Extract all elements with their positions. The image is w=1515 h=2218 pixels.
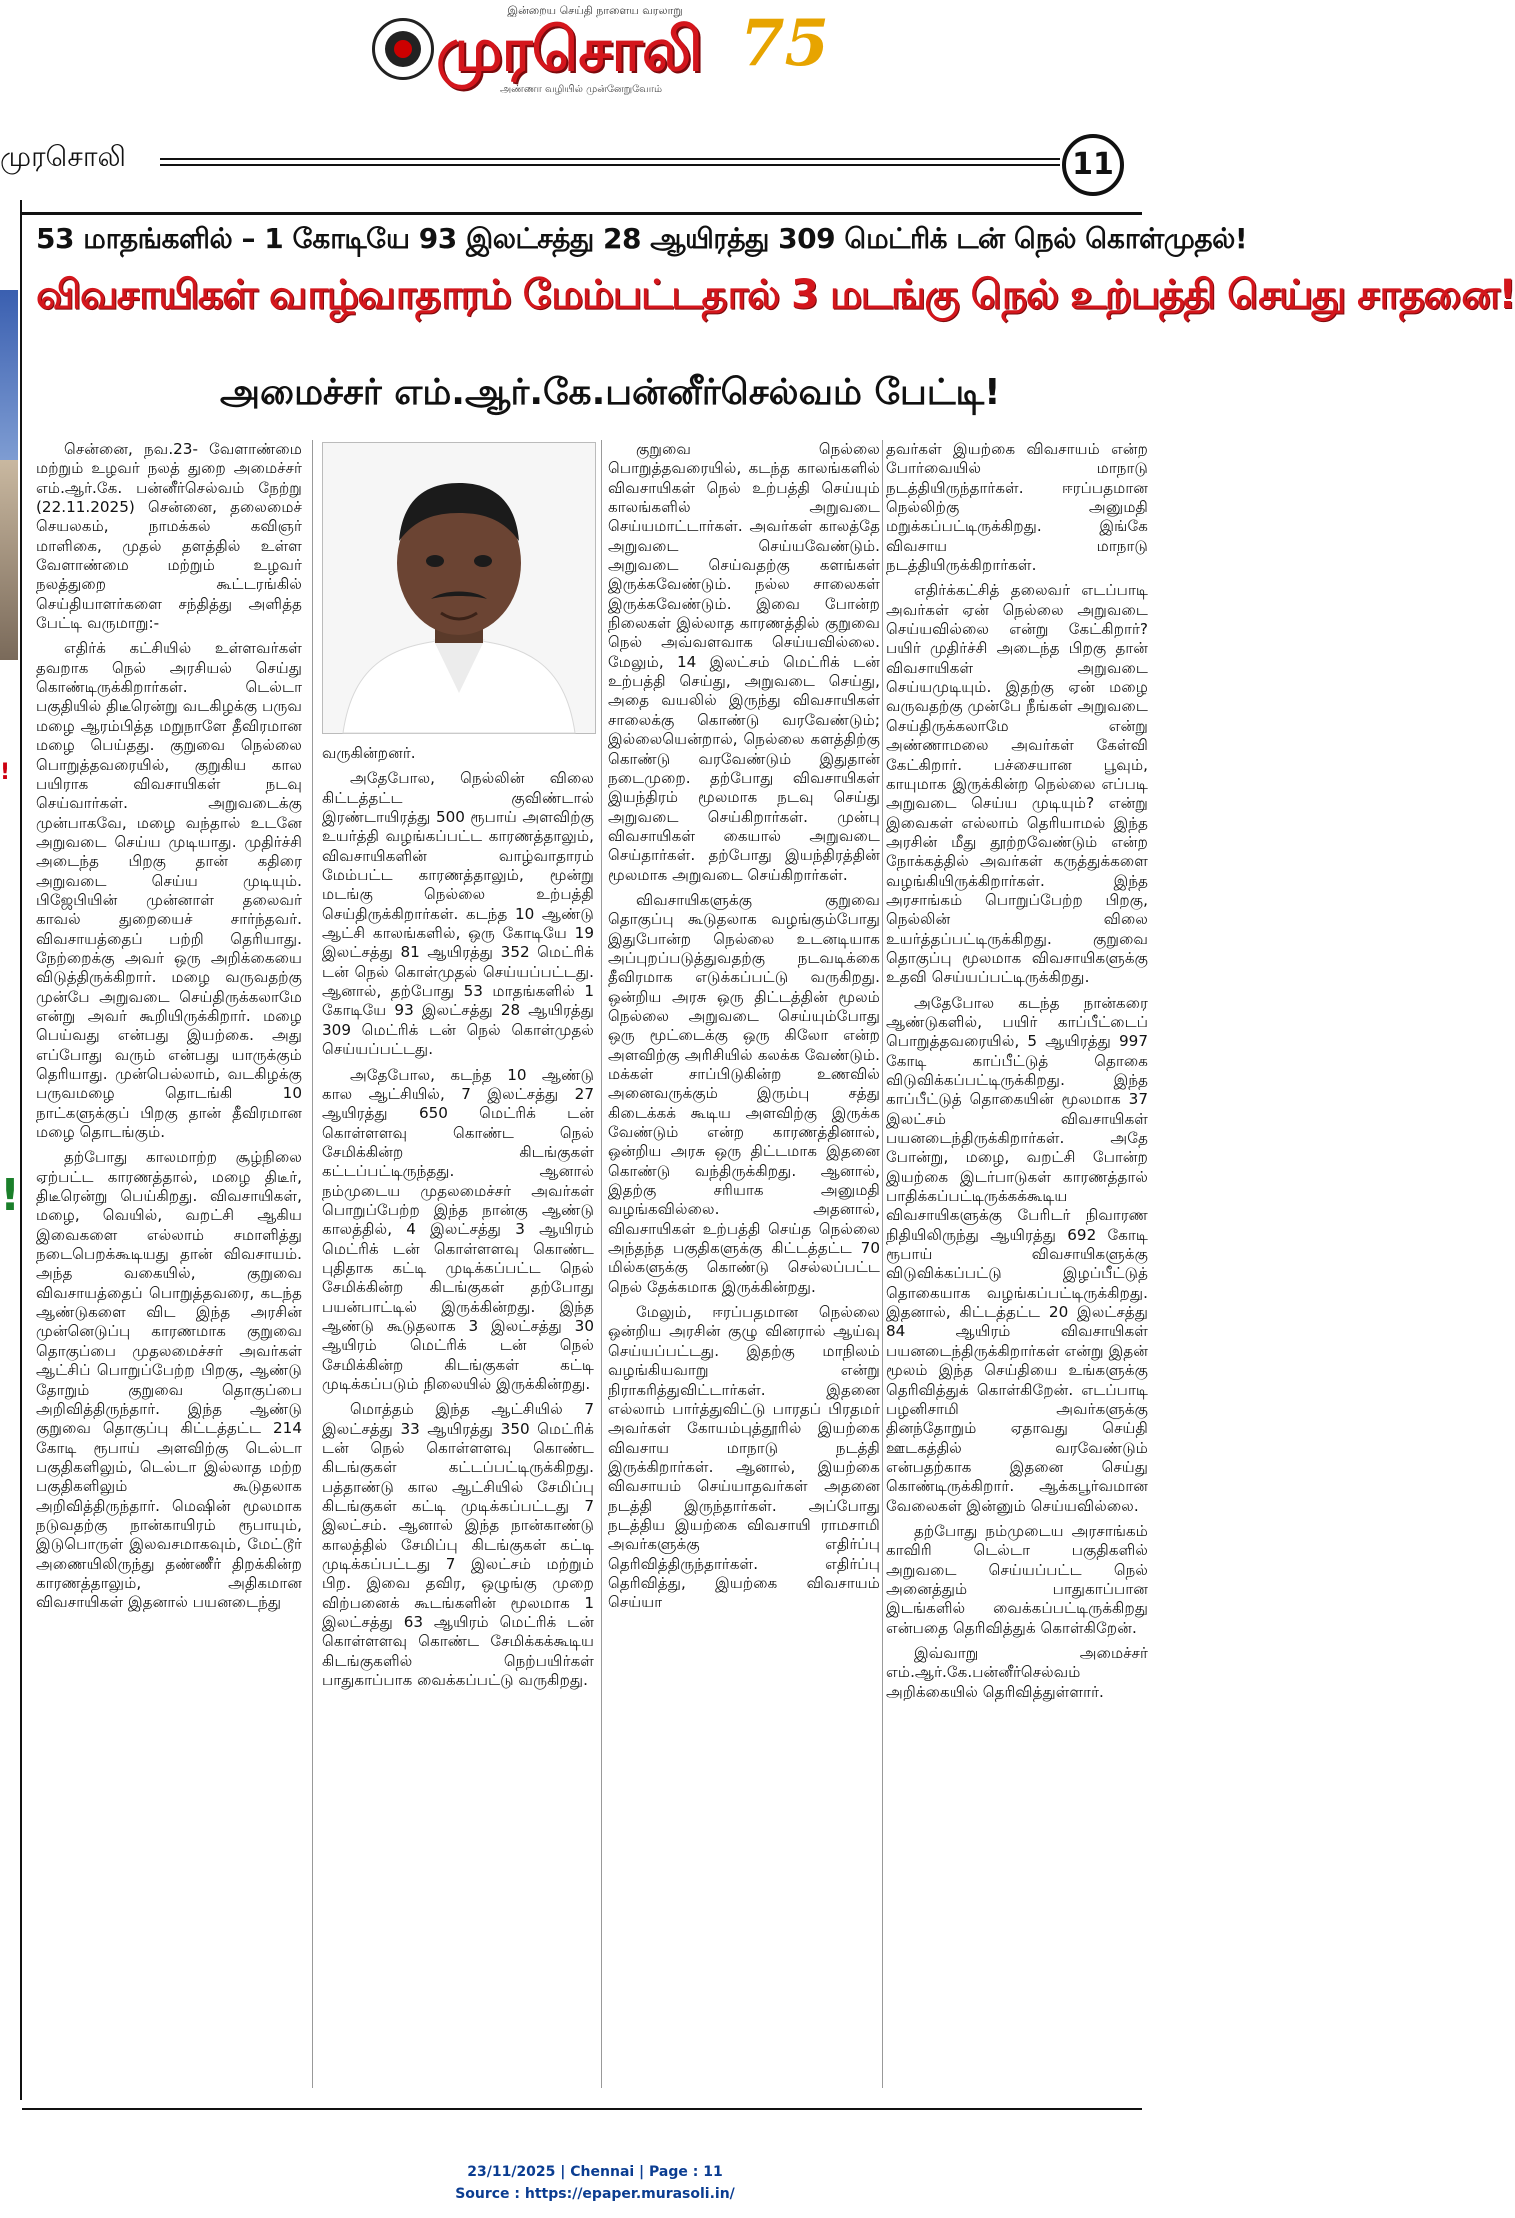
column-rule	[601, 440, 602, 2088]
article-column-1	[36, 440, 302, 2088]
footer-date-line: 23/11/2025 | Chennai | Page : 11	[467, 2164, 723, 2180]
paragraph: தற்போது நம்முடைய அரசாங்கம் காவிரி டெல்டா பகுதிகளில் அறுவடை செய்யப்பட்ட நெல் அனைத்தும் பாதுகாப்பான இடங்களில் வைக்கப்பட்டிருக்கிறது என்பதை தெரிவித்துக் கொள்கிறேன்.	[886, 1521, 1148, 1637]
paragraph: வருகின்றனர்.	[322, 744, 416, 762]
header-rule	[160, 164, 1060, 166]
article-headline: விவசாயிகள் வாழ்வாதாரம் மேம்பட்டதால் 3 மடங்கு நெல் உற்பத்தி செய்து சாதனை!	[36, 272, 1515, 318]
article-column-4	[886, 440, 1148, 2088]
paragraph: மேலும், ஈரப்பதமான நெல்லை ஒன்றிய அரசின் குழு வினரால் ஆய்வு செய்யப்பட்டது. இதற்கு மாநிலம் வழங்கியவாறு என்று நிராகரித்துவிட்டார்கள். இதனை எல்லாம் பார்த்துவிட்டு பாரதப் பிரதமர் அவர்கள் கோயம்புத்தூரில் இயற்கை விவசாய மாநாடு நடத்தி இருக்கிறார்கள். ஆனால், இயற்கை விவசாயம் செய்யாதவர்கள் அதனை நடத்தி இருந்தார்கள். அப்போது நடத்திய இயற்கை விவசாயி ராமசாமி அவர்களுக்கு எதிர்ப்பு தெரிவித்திருந்தார்கள். எதிர்ப்பு தெரிவித்து, இயற்கை விவசாயம் செய்யா	[608, 1303, 880, 1612]
column-rule	[882, 440, 883, 2088]
minister-photo	[322, 442, 596, 734]
article-subheadline: அமைச்சர் எம்.ஆர்.கே.பன்னீர்செல்வம் பேட்டி!	[220, 372, 1001, 413]
paragraph: சென்னை, நவ.23- வேளாண்மை மற்றும் உழவர் நலத் துறை அமைச்சர் எம்.ஆர்.கே. பன்னீர்செல்வம் நேற்று (22.11.2025) சென்னை, தலைமைச் செயலகம், நாமக்கல் கவிஞர் மாளிகை, முதல் தளத்தில் உள்ள வேளாண்மை மற்றும் உழவர் நலத்துறை கூட்டரங்கில் செய்தியாளர்களை சந்தித்து அளித்த பேட்டி வருமாறு:-	[36, 440, 302, 633]
bottom-rule	[22, 2108, 1142, 2110]
article-kicker: 53 மாதங்களில் – 1 கோடியே 93 இலட்சத்து 28 ஆயிரத்து 309 மெட்ரிக் டன் நெல் கொள்முதல்!	[36, 222, 1248, 255]
paragraph: அதேபோல, நெல்லின் விலை கிட்டத்தட்ட குவிண்டால் இரண்டாயிரத்து 500 ரூபாய் அளவிற்கு உயர்த்தி வழங்கப்பட்ட காரணத்தாலும், விவசாயிகளின் வாழ்வாதாரம் மேம்பட்ட காரணத்தாலும், மூன்று மடங்கு நெல்லை உற்பத்தி செய்திருக்கிறார்கள். கடந்த 10 ஆண்டு ஆட்சி காலங்களில், ஒரு கோடியே 19 இலட்சத்து 81 ஆயிரத்து 352 மெட்ரிக் டன் நெல் கொள்முதல் செய்யப்பட்டது. ஆனால், தற்போது 53 மாதங்களில் 1 கோடியே 93 இலட்சத்து 28 ஆயிரத்து 309 மெட்ரிக் டன் நெல் கொள்முதல் செய்யப்பட்டது.	[322, 769, 594, 1059]
paragraph: அதேபோல, கடந்த 10 ஆண்டு கால ஆட்சியில், 7 இலட்சத்து 27 ஆயிரத்து 650 மெட்ரிக் டன் கொள்ளளவு கொண்ட நெல் சேமிக்கின்ற கிடங்குகள் கட்டப்பட்டிருந்தது. ஆனால் நம்முடைய முதலமைச்சர் அவர்கள் பொறுப்பேற்ற இந்த நான்கு ஆண்டு காலத்தில், 4 இலட்சத்து 3 ஆயிரம் மெட்ரிக் டன் கொள்ளளவு கொண்ட புதிதாக கட்டி முடிக்கப்பட்ட நெல் சேமிக்கின்ற கிடங்குகள் தற்போது பயன்பாட்டில் இருக்கின்றது. இந்த ஆண்டு கூடுதலாக 3 இலட்சத்து 30 ஆயிரம் மெட்ரிக் டன் நெல் சேமிக்கின்ற கிடங்குகள் கட்டி முடிக்கப்படும் நிலையில் இருக்கின்றது.	[322, 1065, 594, 1393]
paragraph: எதிர்க் கட்சியில் உள்ளவர்கள் தவறாக நெல் அரசியல் செய்து கொண்டிருக்கிறார்கள். டெல்டா பகுதியில் திடீரென்று வடகிழக்கு பருவ மழை ஆரம்பித்த மறுநாளே தீவிரமான மழை பெய்தது. குறுவை நெல்லை பொறுத்தவரையில், குறுகிய கால பயிராக விவசாயிகள் நடவு செய்வார்கள். அறுவடைக்கு முன்பாகவே, மழை வந்தால் உடனே அறுவடை செய்ய முடியாது. முதிர்ச்சி அடைந்த பிறகு தான் கதிரை அறுவடை செய்ய முடியும். பிஜேபியின் முன்னாள் தலைவர் காவல் துறையைச் சார்ந்தவர். விவசாயத்தைப் பற்றி தெரியாது. நேற்றைக்கு அவர் ஒரு அறிக்கையை விடுத்திருக்கிறார். மழை வருவதற்கு முன்பே அறுவடை செய்திருக்கலாமே என்று அவர் கூறியிருக்கிறார். மழை பெய்வது என்பது இயற்கை. அது எப்போது வரும் என்பது யாருக்கும் தெரியாது. முன்பெல்லாம், வடகிழக்கு பருவமழை தொடங்கி 10 நாட்களுக்குப் பிறகு தான் தீவிரமான மழை தொடங்கும்.	[36, 639, 302, 1142]
paragraph: எதிர்க்கட்சித் தலைவர் எடப்பாடி அவர்கள் ஏன் நெல்லை அறுவடை செய்யவில்லை என்று கேட்கிறார்? பயிர் முதிர்ச்சி அடைந்த பிறகு தான் விவசாயிகள் அறுவடை செய்யமுடியும். இதற்கு ஏன் மழை வருவதற்கு முன்பே நீங்கள் அறுவடை செய்திருக்கலாமே என்று அண்ணாமலை அவர்கள் கேள்வி கேட்கிறார். பச்சையான பூவும், காயுமாக இருக்கின்ற நெல்லை எப்படி அறுவடை செய்ய முடியும்? என்று இவைகள் எல்லாம் தெரியாமல் இந்த அரசின் மீது தூற்றவேண்டும் என்ற நோக்கத்தில் அவர்கள் கருத்துக்களை வழங்கியிருக்கிறார்கள். இந்த அரசாங்கம் பொறுப்பேற்ற பிறகு, நெல்லின் விலை உயர்த்தப்பட்டிருக்கிறது. குறுவை தொகுப்பு மூலமாக விவசாயிகளுக்கு உதவி செய்யப்பட்டிருக்கிறது.	[886, 581, 1148, 987]
masthead-tagline: இன்றைய செய்தி நாளைய வரலாறு	[507, 4, 683, 17]
paragraph: இவ்வாறு அமைச்சர் எம்.ஆர்.கே.பன்னீர்செல்வம் அறிக்கையில் தெரிவித்துள்ளார்.	[886, 1643, 1148, 1701]
header-rule	[160, 158, 1060, 160]
page-number-badge: 11	[1062, 134, 1124, 196]
column-rule	[312, 440, 313, 2088]
logo-subtitle: அண்ணா வழியில் முன்னேறுவோம்	[500, 84, 663, 95]
paragraph: குறுவை நெல்லை பொறுத்தவரையில், கடந்த காலங்களில் விவசாயிகள் நெல் உற்பத்தி செய்யும் காலங்களில் அறுவடை செய்யமாட்டார்கள். அவர்கள் காலத்தே அறுவடை செய்யவேண்டும். அறுவடை செய்வதற்கு களங்கள் இருக்கவேண்டும். நல்ல சாலைகள் இருக்கவேண்டும். இவை போன்ற நிலைகள் இல்லாத காரணத்தில் குறுவை நெல் அவ்வளவாக செய்யவில்லை. மேலும், 14 இலட்சம் மெட்ரிக் டன் உற்பத்தி செய்து, அறுவடை செய்து, அதை வயலில் இருந்து விவசாயிகள் சாலைக்கு கொண்டு வரவேண்டும்; இல்லையென்றால், நெல்லை களத்திற்கு கொண்டு வரவேண்டும் இதுதான் நடைமுறை. தற்போது விவசாயிகள் இயந்திரம் மூலமாக நடவு செய்து அறுவடை செய்கிறார்கள். முன்பு விவசாயிகள் கையால் அறுவடை செய்தார்கள். தற்போது இயந்திரத்தின் மூலமாக அறுவடை செய்கிறார்கள்.	[608, 440, 880, 884]
newspaper-logo: முரசொலி	[436, 15, 702, 85]
article-column-3	[608, 440, 880, 2088]
anniversary-badge: 75	[740, 6, 830, 81]
page-header-paper-name: முரசொலி	[0, 140, 126, 173]
paragraph: அதேபோல கடந்த நான்கரை ஆண்டுகளில், பயிர் காப்பீட்டைப் பொறுத்தவரையில், 5 ஆயிரத்து 997 கோடி காப்பீட்டுத் தொகை விடுவிக்கப்பட்டிருக்கிறது. இந்த காப்பீட்டுத் தொகையின் மூலமாக 37 இலட்சம் விவசாயிகள் பயனடைந்திருக்கிறார்கள். அதே போன்று, மழை, வறட்சி போன்ற இயற்கை இடர்பாடுகள் காரணத்தால் பாதிக்கப்பட்டிருக்கக்கூடிய விவசாயிகளுக்கு பேரிடர் நிவாரண நிதியிலிருந்து ஆயிரத்து 692 கோடி ரூபாய் விவசாயிகளுக்கு விடுவிக்கப்பட்டு இழப்பீட்டுத் தொகையாக வழங்கப்பட்டிருக்கிறது. இதனால், கிட்டத்தட்ட 20 இலட்சத்து 84 ஆயிரம் விவசாயிகள் பயனடைந்திருக்கிறார்கள் என்று இதன் மூலம் இந்த செய்தியை உங்களுக்கு தெரிவித்துக் கொள்கிறேன். எடப்பாடி பழனிசாமி அவர்களுக்கு தினந்தோறும் ஏதாவது செய்தி ஊடகத்தில் வரவேண்டும் என்பதற்காக இதனை செய்து கொண்டிருக்கிறார். ஆக்கபூர்வமான வேலைகள் இன்னும் செய்யவில்லை.	[886, 993, 1148, 1515]
paragraph: மொத்தம் இந்த ஆட்சியில் 7 இலட்சத்து 33 ஆயிரத்து 350 மெட்ரிக் டன் நெல் கொள்ளளவு கொண்ட கிடங்குகள் கட்டப்பட்டிருக்கிறது. பத்தாண்டு கால ஆட்சியில் சேமிப்பு கிடங்குகள் கட்டி முடிக்கப்பட்டது 7 இலட்சம். ஆனால் இந்த நான்காண்டு காலத்தில் சேமிப்பு கிடங்குகள் கட்டி முடிக்கப்பட்டது 7 இலட்சம் மற்றும் பிற. இவை தவிர, ஒழுங்கு முறை விற்பனைக் கூடங்களின் மூலமாக 1 இலட்சத்து 63 ஆயிரம் மெட்ரிக் டன் கொள்ளளவு கொண்ட சேமிக்கக்கூடிய கிடங்குகளில் நெற்பயிர்கள் பாதுகாப்பாக வைக்கப்பட்டு வருகிறது.	[322, 1400, 594, 1690]
paragraph: தற்போது காலமாற்ற சூழ்நிலை ஏற்பட்ட காரணத்தால், மழை திடீர், திடீரென்று பெய்கிறது. விவசாயிகள், மழை, வெயில், வறட்சி ஆகிய இவைகளை எல்லாம் சமாளித்து நடைபெறக்கூடியது தான் விவசாயம். அந்த வகையில், குறுவை விவசாயத்தைப் பொறுத்தவரை, கடந்த ஆண்டுகளை விட இந்த அரசின் முன்னெடுப்பு காரணமாக குறுவை தொகுப்பை முதலமைச்சர் அவர்கள் ஆட்சிப் பொறுப்பேற்ற பிறகு, ஆண்டு தோறும் குறுவை தொகுப்பை அறிவித்திருந்தார். இந்த ஆண்டு குறுவை தொகுப்பு கிட்டத்தட்ட 214 கோடி ரூபாய் அளவிற்கு டெல்டா பகுதிகளிலும், டெல்டா இல்லாத மற்ற பகுதிகளிலும் கூடுதலாக அறிவித்திருந்தார். மெஷின் மூலமாக நடுவதற்கு நான்காயிரம் ரூபாயும், இடுபொருள் இலவசமாகவும், மேட்டூர் அணையிலிருந்து தண்ணீர் திறக்கின்ற காரணத்தாலும், அதிகமான விவசாயிகள் இதனால் பயனடைந்து	[36, 1148, 302, 1612]
article-column-2	[322, 744, 594, 2088]
footer-source-link[interactable]: Source : https://epaper.murasoli.in/	[455, 2186, 735, 2202]
masthead	[0, 0, 1190, 112]
party-emblem-icon	[372, 18, 434, 80]
adjacent-article-photo	[0, 460, 18, 660]
adjacent-article-mark: !	[0, 1170, 21, 1221]
paragraph: தவர்கள் இயற்கை விவசாயம் என்ற போர்வையில் மாநாடு நடத்தியிருந்தார்கள். ஈரப்பதமான நெல்லிற்கு அனுமதி மறுக்கப்பட்டிருக்கிறது. இங்கே விவசாய மாநாடு நடத்தியிருக்கிறார்கள்.	[886, 440, 1148, 575]
adjacent-article-mark: !	[0, 760, 11, 785]
paragraph: விவசாயிகளுக்கு குறுவை தொகுப்பு கூடுதலாக வழங்கும்போது இதுபோன்ற நெல்லை உடனடியாக அப்புறப்படுத்துவதற்கு நடவடிக்கை தீவிரமாக எடுக்கப்பட்டு வருகிறது. ஒன்றிய அரசு ஒரு திட்டத்தின் மூலம் நெல்லை அறுவடை செய்யும்போது ஒரு மூட்டைக்கு ஒரு கிலோ என்ற அளவிற்கு அரிசியில் கலக்க வேண்டும். மக்கள் சாப்பிடுகின்ற உணவில் அனைவருக்கும் இரும்பு சத்து கிடைக்கக் கூடிய அளவிற்கு இருக்க வேண்டும் என்ற காரணத்தினால், ஒன்றிய அரசு ஒரு திட்டமாக இதனை கொண்டு வந்திருக்கிறது. ஆனால், இதற்கு சரியாக அனுமதி வழங்கவில்லை. அதனால், விவசாயிகள் உற்பத்தி செய்த நெல்லை அந்தந்த பகுதிகளுக்கு கிட்டத்தட்ட 70 மில்களுக்கு கொண்டு செல்லப்பட்ட நெல் தேக்கமாக இருக்கின்றது.	[608, 890, 880, 1296]
